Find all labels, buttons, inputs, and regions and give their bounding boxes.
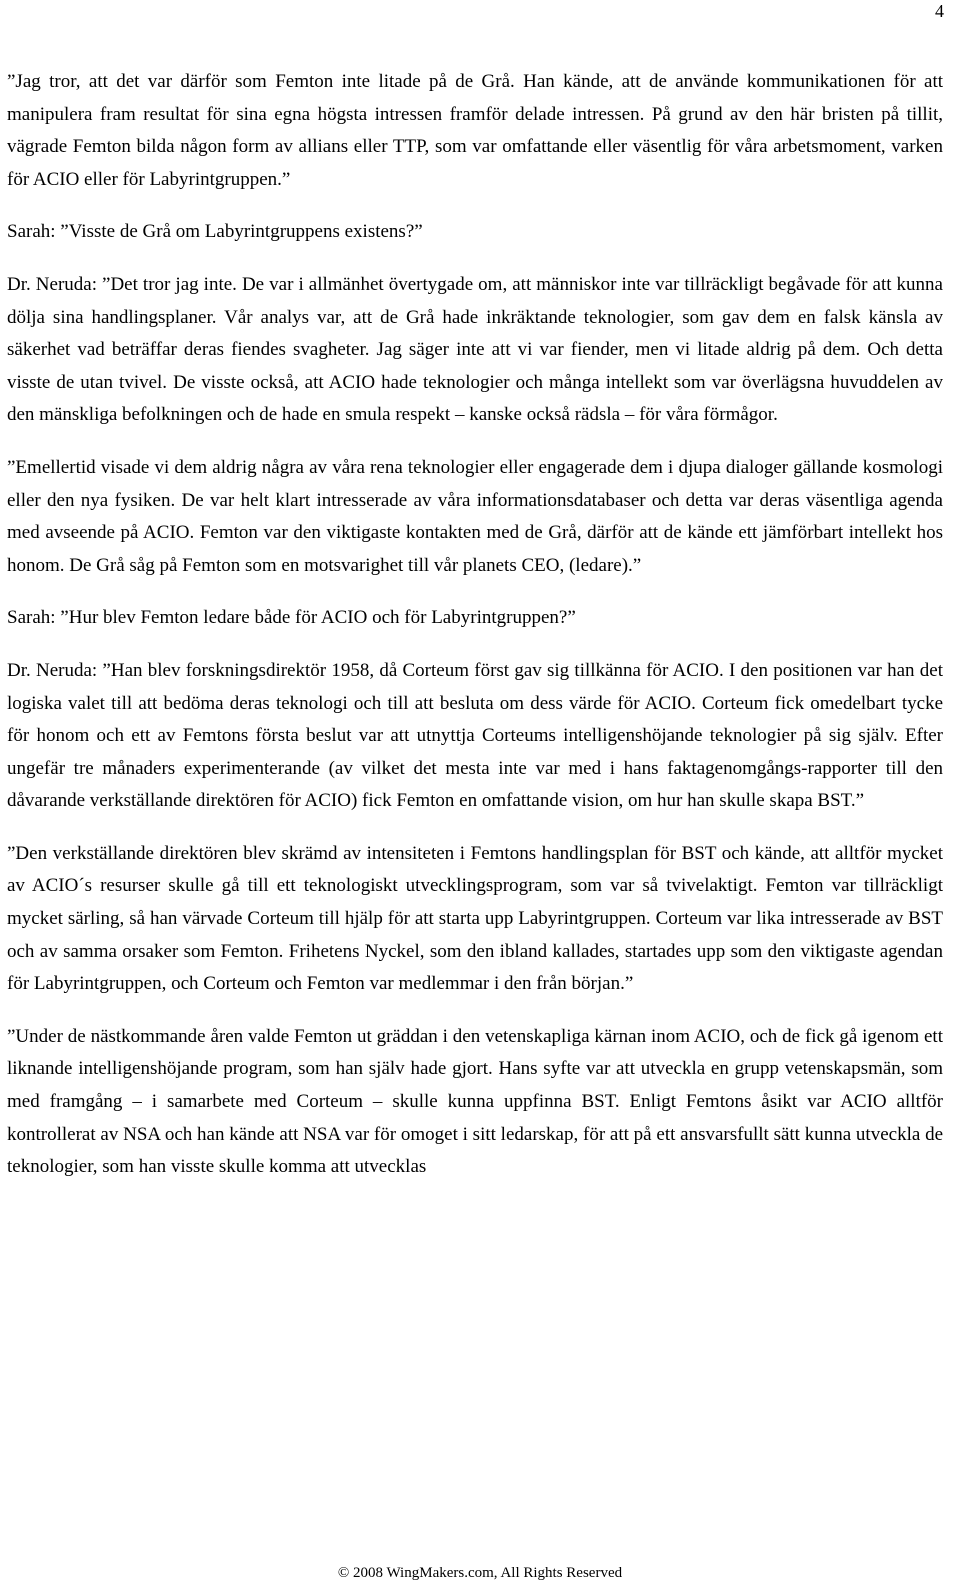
paragraph: Dr. Neruda: ”Det tror jag inte. De var i allmänhet övertygade om, att människor inte var tillräckligt begåvade för att kunna dölja sina handlingsplaner. Vår analys var, att de Grå hade inkräktande teknologier, som gav dem en falsk känsla av säkerhet vad beträffar deras fiendes svagheter. Jag säger inte att vi var fiender, men vi litade aldrig på dem. Och detta visste de utan tvivel. De visste också, att ACIO hade teknologier och många intellekt som var överlägsna huvuddelen av den mänskliga befolkningen och de hade en smula respekt – kanske också rädsla – för våra förmågor. — [7, 273, 943, 426]
paragraph: ”Jag tror, att det var därför som Femton inte litade på de Grå. Han kände, att de använde kommunikationen för att manipulera fram resultat för sina egna högsta intressen framför delade intressen. På grund av den här bristen på tillit, vägrade Femton bilda någon form av allians eller TTP, som var omfattande eller väsentlig för våra arbetsmoment, varken för ACIO eller för Labyrintgruppen.” — [7, 71, 943, 190]
paragraph: Sarah: ”Hur blev Femton ledare både för ACIO och för Labyrintgruppen?” — [7, 607, 576, 629]
paragraph: ”Emellertid visade vi dem aldrig några av våra rena teknologier eller engagerade dem i djupa dialoger gällande kosmologi eller den nya fysiken. De var helt klart intresserade av våra informationsdatabaser och detta var deras väsentliga agenda med avseende på ACIO. Femton var den viktigaste kontakten med de Grå, därför att de kände ett jämförbart intellekt hos honom. De Grå såg på Femton som en motsvarighet till vår planets CEO, (ledare).” — [7, 456, 943, 576]
copyright-footer: © 2008 WingMakers.com, All Rights Reserved — [337, 1565, 623, 1581]
paragraph: ”Under de nästkommande åren valde Femton ut gräddan i den vetenskapliga kärnan inom ACIO, och de fick gå igenom ett liknande intelligenshöjande program, som han själv hade gjort. Hans syfte var att utveckla en grupp vetenskapsmän, som med framgång – i samarbete med Corteum – skulle kunna uppfinna BST. Enligt Femtons åsikt var ACIO alltför kontrollerat av NSA och han kände att NSA var för omoget i sitt ledarskap, för att på ett ansvarsfullt sätt kunna utveckla de teknologier, som han visste skulle komma att utvecklas — [7, 1025, 943, 1178]
paragraph: Sarah: ”Visste de Grå om Labyrintgruppens existens?” — [7, 221, 423, 243]
document-body — [7, 66, 943, 1204]
paragraph: Dr. Neruda: ”Han blev forskningsdirektör 1958, då Corteum först gav sig tillkänna för ACIO. I den positionen var han det logiska valet till att bedöma deras teknologi och till att besluta om dess värde för ACIO. Corteum fick omedelbart tycke för honom och ett av Femtons första beslut var att utnyttja Corteums intelligenshöjande teknologier på sig själv. Efter ungefär tre månaders experimenterande (av vilket det mesta inte var med i hans faktagenomgångs-rapporter till den dåvarande verkställande direktören för ACIO) fick Femton en omfattande vision, om hur han skulle skapa BST.” — [7, 659, 943, 812]
paragraph: ”Den verkställande direktören blev skrämd av intensiteten i Femtons handlingsplan för BST och kände, att alltför mycket av ACIO´s resurser skulle gå till ett teknologiskt utvecklingsprogram, som var så tvivelaktigt. Femton var tillräckligt mycket särling, så han värvade Corteum till hjälp för att starta upp Labyrintgruppen. Corteum var lika intresserade av BST och av samma orsaker som Femton. Frihetens Nyckel, som den ibland kallades, startades upp som den viktigaste agendan för Labyrintgruppen, och Corteum och Femton var medlemmar i den från början.” — [7, 842, 943, 995]
page-number: 4 — [935, 1, 944, 21]
